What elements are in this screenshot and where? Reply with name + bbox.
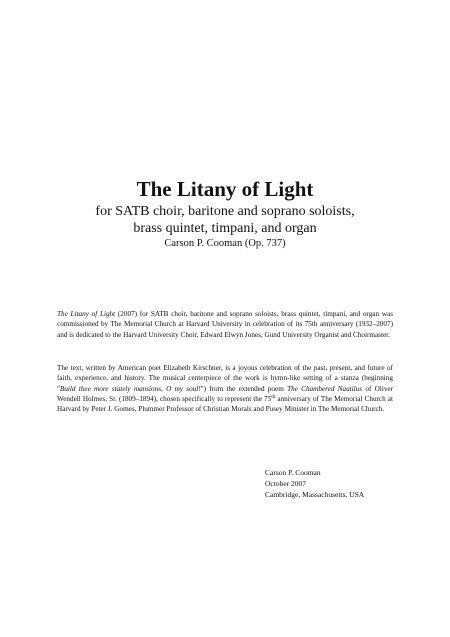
- signature-block: [265, 467, 364, 500]
- commission-text: (2007) for SATB choir, baritone and soprano soloists, brass quintet, timpani, and organ was commissioned by The Memorial Church at Harvard University in celebration of its 75th anniversary (1932–2007) and is dedicated to the Harvard University Choir, Edward Elwyn Jones, Gund University Organist and Choirmaster.: [57, 310, 393, 339]
- subtitle-line-1: for SATB choir, baritone and soprano soloists,: [95, 204, 355, 219]
- ordinal-superscript: th: [271, 394, 276, 400]
- text-description-paragraph: [57, 363, 393, 414]
- subtitle-line-2: brass quintet, timpani, and organ: [133, 220, 317, 236]
- quoted-line-italic: Build thee more stately mansions, O my soul!: [59, 384, 201, 393]
- signature-name: Carson P. Cooman: [265, 468, 321, 477]
- signature-date: October 2007: [265, 479, 307, 488]
- text-description-part-3: of Oliver Wendell Holmes, Sr. (1809–1894), chosen specifically to represent the 75: [57, 384, 393, 403]
- commission-paragraph: [57, 309, 393, 340]
- page-title: The Litany of Light: [136, 177, 314, 201]
- text-description-part-2: ") from the extended poem: [200, 384, 288, 393]
- title-block: [0, 177, 450, 250]
- work-title-italic: The Litany of Light: [57, 310, 116, 318]
- text-description-part-4: anniversary of The Memorial Church at Harvard by Peter J. Gomes, Plummer Professor of Christian Morals and Pusey Minister in The Memorial Church.: [57, 394, 393, 414]
- composer-opus-line: Carson P. Cooman (Op. 737): [164, 238, 286, 249]
- text-description-part-1: The text, written by American poet Elizabeth Kirschner, is a joyous celebration of the past, present, and future of faith, experience, and history. The musical centerpiece of the work is hymn-like setting of a stanza (beginning ": [57, 364, 393, 393]
- signature-place: Cambridge, Massachusetts, USA: [265, 490, 365, 499]
- poem-title-italic: The Chambered Nautilus: [287, 384, 363, 393]
